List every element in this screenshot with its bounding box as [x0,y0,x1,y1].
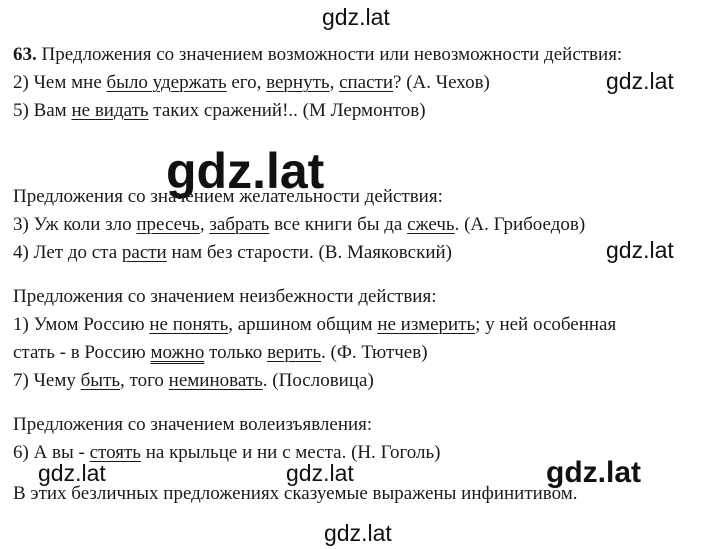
task-heading [13,44,622,66]
text-fragment: , того [120,370,169,391]
group-heading: Предложения со значением желательности действия: [13,186,443,207]
predicate: забрать [209,214,270,235]
predicate: спасти [339,72,394,93]
predicate: пресечь [136,214,200,235]
predicate: быть [80,370,121,391]
text-fragment: только [204,342,268,363]
text-fragment: . (Ф. Тютчев) [321,342,428,363]
example-line [13,214,585,236]
group-heading: Предложения со значением неизбежности действия: [13,286,437,307]
watermark-right-2: gdz.lat [606,237,674,263]
text-fragment: на крыльце и ни с места. (Н. Гоголь) [140,442,441,463]
text-fragment: , аршином общим [228,314,378,335]
predicate: неминовать [168,370,263,391]
predicate: расти [121,242,167,263]
example-line [13,72,490,94]
watermark-large: gdz.lat [166,143,325,199]
text-fragment: 5) Вам [13,100,72,121]
group-heading: Предложения со значением волеизъявления: [13,414,373,435]
predicate: верить [267,342,321,363]
example-line [13,314,616,336]
watermark-bottom-left: gdz.lat [38,460,106,486]
text-fragment: все книги бы да [269,214,408,235]
text-fragment: ? (А. Чехов) [393,72,490,93]
predicate: было удержать [106,72,227,93]
text-fragment: 1) Умом Россию [13,314,150,335]
predicate: не видать [71,100,149,121]
example-line [13,370,374,392]
watermark-bottom-right: gdz.lat [546,456,641,489]
text-fragment: . (Пословица) [262,370,374,391]
predicate: не понять [149,314,229,335]
text-fragment: стать - в Россию [13,342,151,363]
text-fragment: таких сражений!.. (М Лермонтов) [148,100,426,121]
text-fragment: . (А. Грибоедов) [454,214,586,235]
predicate: не измерить [377,314,476,335]
task-heading-text: Предложения со значением возможности или невозможности действия: [36,44,623,65]
predicate-double: можно [150,342,205,363]
text-fragment: 7) Чему [13,370,81,391]
example-line [13,242,452,264]
watermark-right-1: gdz.lat [606,68,674,94]
text-fragment: его, [226,72,267,93]
conclusion: В этих безличных предложениях сказуемые выражены инфинитивом. [13,483,578,504]
predicate: стоять [89,442,141,463]
predicate: сжечь [407,214,455,235]
text-fragment: 3) Уж коли зло [13,214,137,235]
example-line [13,100,426,122]
watermark-top: gdz.lat [322,4,390,30]
text-fragment: 4) Лет до ста [13,242,122,263]
task-number: 63. [13,44,37,65]
text-fragment: нам без старости. (В. Маяковский) [166,242,452,263]
example-line [13,342,428,364]
watermark-footer: gdz.lat [324,520,392,546]
text-fragment: 2) Чем мне [13,72,107,93]
text-fragment: , [329,72,340,93]
predicate: вернуть [266,72,330,93]
text-fragment: ; у ней особенная [475,314,617,335]
watermark-bottom-center: gdz.lat [286,460,354,486]
text-fragment: 6) А вы - [13,442,90,463]
text-fragment: , [199,214,210,235]
